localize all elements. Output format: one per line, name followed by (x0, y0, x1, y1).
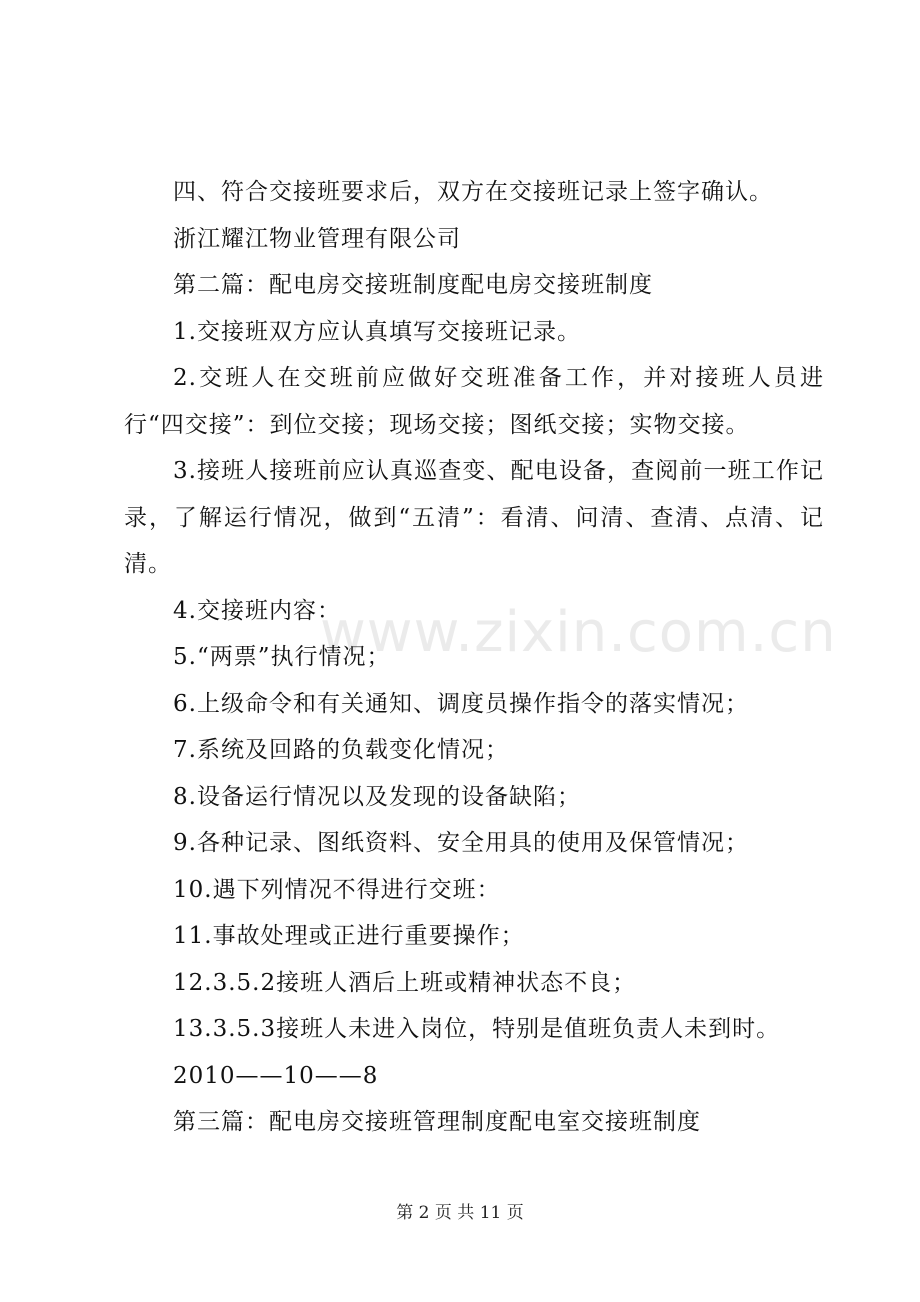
paragraph: 12.3.5.2接班人酒后上班或精神状态不良； (173, 969, 637, 996)
paragraph: 8.设备运行情况以及发现的设备缺陷； (173, 783, 581, 810)
paragraph: 3.接班人接班前应认真巡查变、配电设备，查阅前一班工作记录，了解运行情况，做到“五清”：看清、问清、查清、点清、记清。 (124, 458, 824, 577)
paragraph: 5.“两票”执行情况； (173, 644, 391, 670)
paragraph: 四、符合交接班要求后，双方在交接班记录上签字确认。 (173, 179, 773, 205)
paragraph: 13.3.5.3接班人未进入岗位，特别是值班负责人未到时。 (173, 1016, 781, 1042)
paragraph: 4.交接班内容： (173, 597, 341, 624)
section-heading: 第二篇：配电房交接班制度配电房交接班制度 (173, 272, 653, 298)
paragraph: 6.上级命令和有关通知、调度员操作指令的落实情况； (173, 690, 749, 717)
paragraph: 7.系统及回路的负载变化情况； (173, 737, 509, 763)
section-heading: 第三篇：配电房交接班管理制度配电室交接班制度 (173, 1109, 701, 1135)
page-footer: 第 2 页 共 11 页 (396, 1203, 524, 1223)
date-line: 2010——10——8 (173, 1062, 379, 1089)
document-body (124, 169, 824, 1146)
paragraph: 1.交接班双方应认真填写交接班记录。 (173, 318, 581, 345)
paragraph: 10.遇下列情况不得进行交班： (173, 876, 501, 903)
paragraph: 浙江耀江物业管理有限公司 (173, 225, 461, 252)
paragraph: 11.事故处理或正进行重要操作； (173, 923, 525, 949)
paragraph: 2.交班人在交班前应做好交班准备工作，并对接班人员进行“四交接”：到位交接；现场交接；图纸交接；实物交接。 (124, 365, 824, 438)
paragraph: 9.各种记录、图纸资料、安全用具的使用及保管情况； (173, 830, 749, 856)
watermark: www.zixin.com.cn (320, 600, 837, 665)
